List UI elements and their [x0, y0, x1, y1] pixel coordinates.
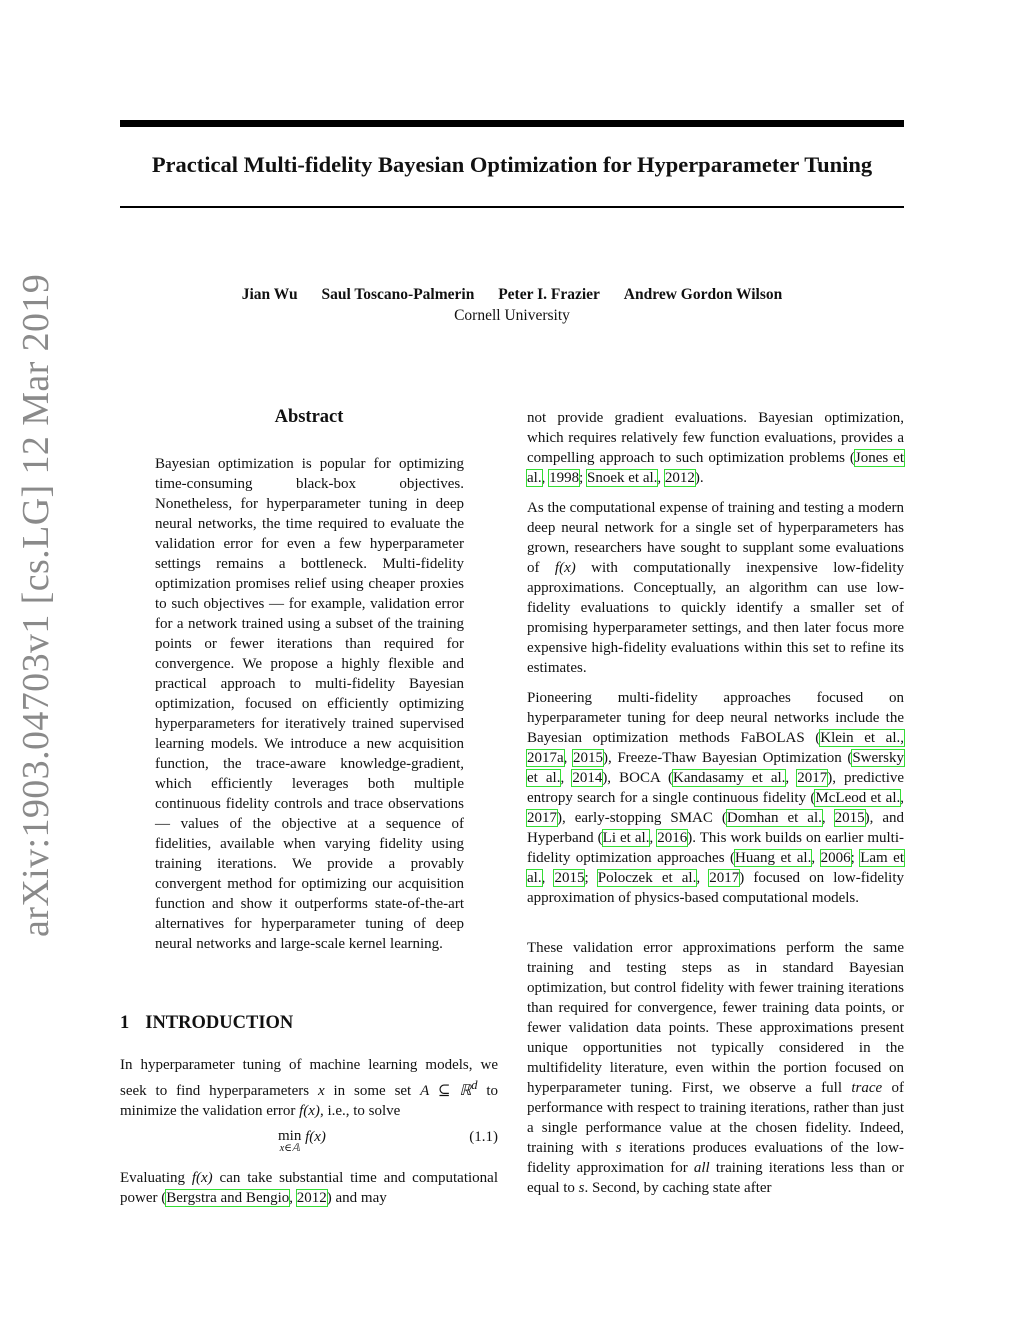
- citation-link[interactable]: Bergstra and Bengio: [166, 1190, 290, 1206]
- citation-link[interactable]: 2017: [797, 770, 828, 786]
- citation-link[interactable]: 2014: [572, 770, 603, 786]
- citation-link[interactable]: Swersky et al.: [527, 750, 905, 786]
- right-paragraph-4: These validation error approximations perform the same training and testing steps as in standard Bayesian optimization, but control fidelity with fewer training iterations than required for convergence, fewer training data points, or fewer validation data points. These approximations present unique opportunities not typically considered in the multifidelity literature, even within the portion focused on hyperparameter tuning. First, we observe a full trace of performance with respect to training iterations, rather than just a single performance value at the chosen fidelity. Indeed, training with s iterations produces evaluations of the low-fidelity approximation for all training iterations less than or equal to s. Second, by caching state after: [527, 940, 905, 1196]
- equation-number: (1.1): [469, 1129, 498, 1145]
- section-title: INTRODUCTION: [145, 1013, 294, 1033]
- citation-link[interactable]: Snoek et al.: [587, 470, 658, 486]
- citation-link[interactable]: 2006: [820, 850, 851, 866]
- author-name: Jian Wu: [241, 286, 298, 303]
- affiliation: Cornell University: [454, 307, 570, 324]
- citation-link[interactable]: 1998: [549, 470, 580, 486]
- citation-link[interactable]: 2015: [573, 750, 604, 766]
- citation-link[interactable]: 2012: [296, 1190, 327, 1206]
- author-list: [120, 285, 904, 305]
- paper-title: Practical Multi-fidelity Bayesian Optimization for Hyperparameter Tuning: [151, 152, 873, 177]
- citation-link[interactable]: 2015: [554, 870, 585, 886]
- section-heading-introduction: [120, 1011, 500, 1035]
- citation-link[interactable]: Poloczek et al.: [597, 870, 697, 886]
- citation-link[interactable]: Jones et al.: [527, 450, 904, 486]
- intro-paragraph-1: In hyperparameter tuning of machine learning models, we seek to find hyperparameters x in some set A ⊆ ℝ$^d$ to minimize the validation error f(x), i.e., to solve: [120, 1057, 498, 1119]
- abstract-heading: Abstract: [274, 407, 344, 427]
- citation-link[interactable]: 2016: [657, 830, 688, 846]
- citation-link[interactable]: McLeod et al.: [815, 790, 901, 806]
- citation-link[interactable]: 2017: [527, 810, 557, 826]
- author-name: Peter I. Frazier: [498, 286, 600, 303]
- right-paragraph-2: As the computational expense of training and testing a modern deep neural network for a single set of hyperparameters has grown, researchers have sought to supplant some evaluations of f(x) with computationally inexpensive low-fidelity approximations. Conceptually, an algorithm can use low-fidelity evaluations to quickly identify a smaller set of promising hyperparameter settings, and then later focus more expensive high-fidelity evaluations within this set to refine its estimates.: [527, 500, 905, 676]
- citation-link[interactable]: Lam et al.: [527, 850, 904, 886]
- citation-link[interactable]: Domhan et al.: [726, 810, 822, 826]
- citation-link[interactable]: Huang et al.: [735, 850, 812, 866]
- arxiv-identifier: arXiv:1903.04703v1 [cs.LG] 12 Mar 2019: [15, 273, 57, 937]
- author-name: Andrew Gordon Wilson: [623, 286, 783, 303]
- citation-link[interactable]: Klein et al., 2017a: [527, 730, 904, 766]
- author-name: Saul Toscano-Palmerin: [321, 286, 475, 303]
- right-paragraph-3: Pioneering multi-fidelity approaches focused on hyperparameter tuning for deep neural networks include the Bayesian optimization methods FaBOLAS (Klein et al., 2017a, 2015), Freeze-Thaw Bayesian Optimization (Swersky et al., 2014), BOCA (Kandasamy et al., 2017), predictive entropy search for a single continuous fidelity (McLeod et al., 2017), early-stopping SMAC (Domhan et al., 2015), and Hyperband (Li et al., 2016). This work builds on earlier multi-fidelity optimization approaches (Huang et al., 2006; Lam et al., 2015; Poloczek et al., 2017) focused on low-fidelity approximation of physics-based computational models.: [527, 690, 905, 906]
- equation-1-1: min x∈𝔸 f(x) (1.1): [278, 1128, 498, 1154]
- citation-link[interactable]: 2012: [664, 470, 695, 486]
- abstract-text: Bayesian optimization is popular for optimizing time-consuming black-box objectives. Nonetheless, for hyperparameter tuning in deep neural networks, the time required to evaluate the validation error for even a few hyperparameter settings remains a bottleneck. Multi-fidelity optimization promises relief using cheaper proxies to such objectives — for example, validation error for a network trained using a subset of the training points or fewer iterations than required for convergence. We propose a highly flexible and practical approach to multi-fidelity Bayesian optimization, focused on efficiently optimizing hyperparameters for iteratively trained supervised learning models. We introduce a new acquisition function, the trace-aware knowledge-gradient, which efficiently leverages both multiple continuous fidelity controls and trace observations — values of the objective at a sequence of fidelities, available when varying fidelity using training iterations. We provide a provably convergent method for optimizing our acquisition function and show it outperforms state-of-the-art alternatives for hyperparameter tuning of deep neural networks and large-scale kernel learning.: [155, 456, 464, 952]
- title-bottom-rule: [120, 206, 904, 208]
- right-paragraph-1: not provide gradient evaluations. Bayesian optimization, which requires relatively few function evaluations, provides a compelling approach to such optimization problems (Jones et al., 1998; Snoek et al., 2012).: [527, 410, 904, 486]
- citation-link[interactable]: Li et al.: [602, 830, 650, 846]
- citation-link[interactable]: 2017: [709, 870, 740, 886]
- title-top-rule: [120, 120, 904, 127]
- citation-link[interactable]: 2015: [834, 810, 865, 826]
- intro-paragraph-2: Evaluating f(x) can take substantial time and computational power (Bergstra and Bengio, 2012) and may: [120, 1170, 498, 1206]
- citation-link[interactable]: Kandasamy et al.: [673, 770, 786, 786]
- section-number: 1: [120, 1013, 130, 1033]
